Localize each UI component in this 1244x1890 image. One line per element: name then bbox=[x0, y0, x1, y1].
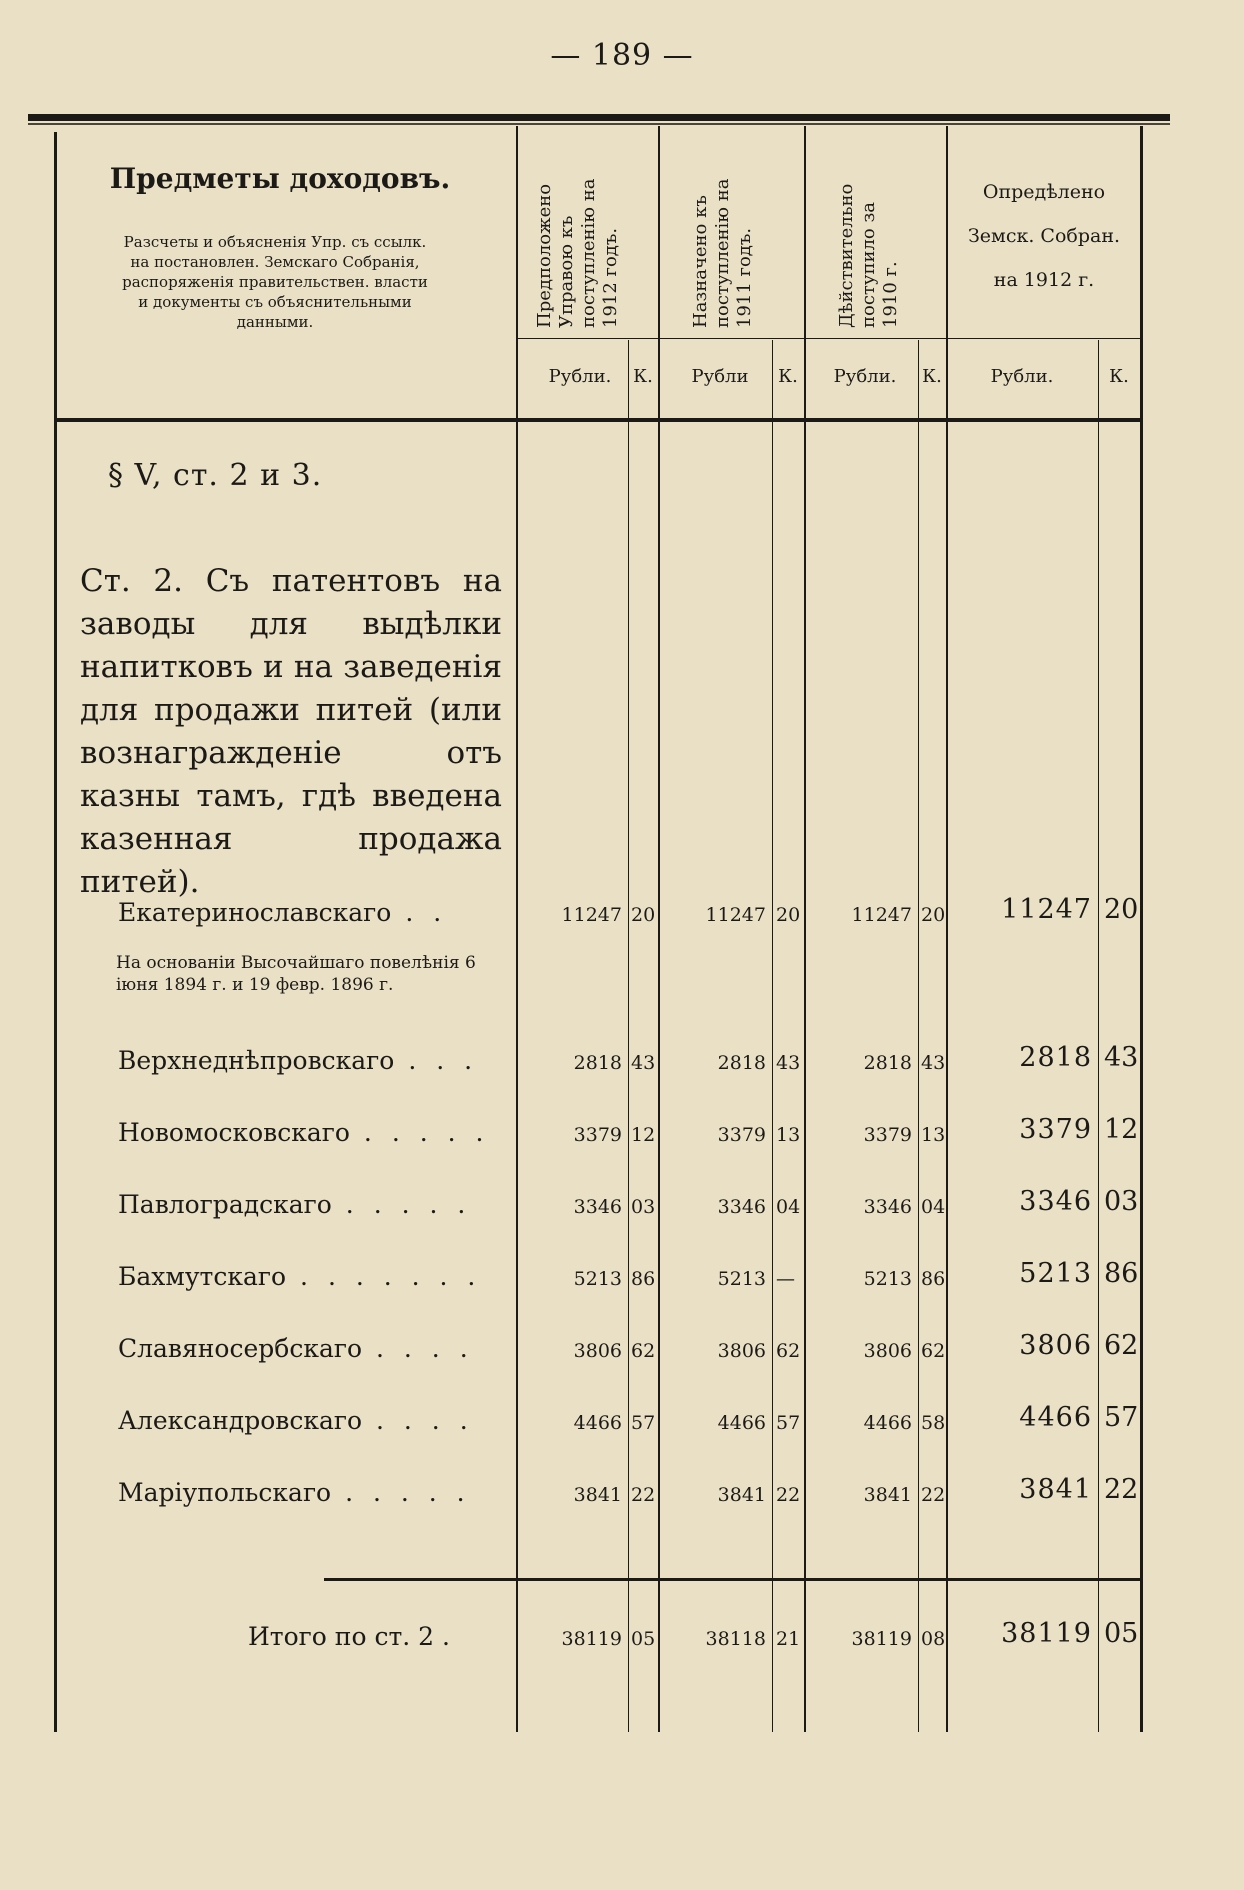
col3-header: Дѣйствительно поступило за 1910 г. bbox=[836, 183, 901, 328]
col1-rubles: 11247 bbox=[561, 904, 622, 926]
top-rule-thin bbox=[28, 123, 1170, 125]
row-label-text: Славяносербскаго bbox=[118, 1334, 363, 1363]
column-divider bbox=[658, 126, 660, 1732]
col2-kopecks: 43 bbox=[776, 1052, 801, 1074]
col1-kopecks: 62 bbox=[631, 1340, 656, 1362]
col2-rubles: 3841 bbox=[717, 1484, 766, 1506]
header-note: Разсчеты и объясненія Упр. съ ссылк. на постановлен. Земскаго Собранія, распоряженія правительствен. власти и документы съ объяснительными данными. bbox=[122, 233, 428, 331]
row-leader-dots: . . . . . bbox=[345, 1478, 471, 1507]
table-border-right bbox=[1140, 126, 1143, 1732]
row-label-text: Александровскаго bbox=[118, 1406, 363, 1435]
col3-kopecks: 13 bbox=[921, 1124, 946, 1146]
row-leader-dots: . . . . . bbox=[363, 1118, 490, 1147]
col4-kopecks: 86 bbox=[1104, 1258, 1139, 1289]
page-number: — 189 — bbox=[550, 38, 694, 73]
col1-kopecks: 20 bbox=[631, 904, 656, 926]
kopeck-divider bbox=[1098, 340, 1099, 1732]
row-label-text: Верхнеднѣпровскаго bbox=[118, 1046, 395, 1075]
col3-rubles: 4466 bbox=[863, 1412, 912, 1434]
col4-header-line2: Земск. Собран. bbox=[967, 225, 1121, 247]
row-leader-dots: . . . . . bbox=[345, 1190, 472, 1219]
total-col1-kopecks: 05 bbox=[631, 1628, 656, 1650]
total-col3-rubles: 38119 bbox=[851, 1628, 912, 1650]
col3-rubles: 5213 bbox=[863, 1268, 912, 1290]
total-col2-rubles: 38118 bbox=[705, 1628, 766, 1650]
col4-rubles: 3346 bbox=[1019, 1186, 1092, 1217]
col4-rubles: 2818 bbox=[1019, 1042, 1092, 1073]
col4-kopecks: 62 bbox=[1104, 1330, 1139, 1361]
row-label-text: Бахмутскаго bbox=[118, 1262, 287, 1291]
col3-kopecks: 22 bbox=[921, 1484, 946, 1506]
unit-kopecks-1: К. bbox=[633, 366, 653, 387]
unit-rubles-4: Рубли. bbox=[990, 366, 1054, 387]
col2-rubles: 11247 bbox=[705, 904, 766, 926]
row-label bbox=[118, 1334, 498, 1363]
col3-rubles: 3346 bbox=[863, 1196, 912, 1218]
row-label bbox=[118, 1046, 498, 1075]
col4-kopecks: 22 bbox=[1104, 1474, 1139, 1505]
col2-rubles: 5213 bbox=[717, 1268, 766, 1290]
kopeck-divider bbox=[918, 340, 919, 1732]
col4-header bbox=[946, 170, 1142, 302]
col3-kopecks: 04 bbox=[921, 1196, 946, 1218]
col3-kopecks: 86 bbox=[921, 1268, 946, 1290]
col3-rubles: 3379 bbox=[863, 1124, 912, 1146]
column-divider bbox=[516, 126, 518, 1732]
row-label bbox=[118, 1406, 498, 1435]
row-label bbox=[118, 1118, 498, 1147]
row-label-text: Екатеринославскаго bbox=[118, 898, 392, 927]
row-label bbox=[118, 1190, 498, 1219]
col3-kopecks: 43 bbox=[921, 1052, 946, 1074]
col1-kopecks: 86 bbox=[631, 1268, 656, 1290]
col1-rubles: 5213 bbox=[573, 1268, 622, 1290]
col4-rubles: 11247 bbox=[1001, 894, 1092, 925]
col1-rubles: 3806 bbox=[573, 1340, 622, 1362]
col2-kopecks: 13 bbox=[776, 1124, 801, 1146]
col1-kopecks: 43 bbox=[631, 1052, 656, 1074]
col4-rubles: 3841 bbox=[1019, 1474, 1092, 1505]
row-label-text: Новомосковскаго bbox=[118, 1118, 350, 1147]
col2-rubles: 3806 bbox=[717, 1340, 766, 1362]
col4-kopecks: 57 bbox=[1104, 1402, 1139, 1433]
col3-kopecks: 62 bbox=[921, 1340, 946, 1362]
col3-rubles: 3841 bbox=[863, 1484, 912, 1506]
col4-header-line3: на 1912 г. bbox=[993, 269, 1095, 291]
col3-kopecks: 58 bbox=[921, 1412, 946, 1434]
col1-kopecks: 22 bbox=[631, 1484, 656, 1506]
col2-kopecks: 57 bbox=[776, 1412, 801, 1434]
total-label: Итого по ст. 2 . bbox=[248, 1622, 450, 1651]
unit-kopecks-3: К. bbox=[922, 366, 942, 387]
col1-rubles: 3379 bbox=[573, 1124, 622, 1146]
col2-rubles: 3379 bbox=[717, 1124, 766, 1146]
col1-kopecks: 03 bbox=[631, 1196, 656, 1218]
unit-rubles-1: Рубли. bbox=[548, 366, 612, 387]
kopeck-divider bbox=[772, 340, 773, 1732]
col2-kopecks: 20 bbox=[776, 904, 801, 926]
col2-kopecks: 22 bbox=[776, 1484, 801, 1506]
col4-rubles: 4466 bbox=[1019, 1402, 1092, 1433]
col4-header-line1: Опредѣлено bbox=[982, 181, 1106, 203]
total-col2-kopecks: 21 bbox=[776, 1628, 801, 1650]
row-label bbox=[118, 1262, 498, 1291]
col1-rubles: 4466 bbox=[573, 1412, 622, 1434]
col1-rubles: 3346 bbox=[573, 1196, 622, 1218]
row-leader-dots: . . . . bbox=[376, 1334, 474, 1363]
col4-kopecks: 03 bbox=[1104, 1186, 1139, 1217]
kopeck-divider bbox=[628, 340, 629, 1732]
row-label-text: Павлоградскаго bbox=[118, 1190, 332, 1219]
col1-kopecks: 57 bbox=[631, 1412, 656, 1434]
col4-rubles: 5213 bbox=[1019, 1258, 1092, 1289]
legal-note: На основаніи Высочайшаго повелѣнія 6 іюня 1894 г. и 19 февр. 1896 г. bbox=[116, 953, 476, 995]
top-rule bbox=[28, 114, 1170, 121]
column-divider bbox=[804, 126, 806, 1732]
row-leader-dots: . . . bbox=[408, 1046, 479, 1075]
header-title: Предметы доходовъ. bbox=[109, 162, 451, 195]
total-rule bbox=[324, 1578, 1142, 1581]
col4-rubles: 3379 bbox=[1019, 1114, 1092, 1145]
col1-header: Предположено Управою къ поступленію на 1912 годъ. bbox=[534, 178, 621, 328]
unit-rubles-2: Рубли bbox=[691, 366, 749, 387]
col1-rubles: 3841 bbox=[573, 1484, 622, 1506]
col4-kopecks: 20 bbox=[1104, 894, 1139, 925]
total-col4-kopecks: 05 bbox=[1104, 1618, 1139, 1649]
col4-rubles: 3806 bbox=[1019, 1330, 1092, 1361]
unit-row-top bbox=[516, 338, 1142, 339]
unit-rubles-3: Рубли. bbox=[833, 366, 897, 387]
col3-rubles: 11247 bbox=[851, 904, 912, 926]
col3-kopecks: 20 bbox=[921, 904, 946, 926]
row-label bbox=[118, 898, 498, 927]
row-leader-dots: . . . . . . . bbox=[300, 1262, 482, 1291]
section-heading: § V, ст. 2 и 3. bbox=[108, 458, 323, 493]
col4-kopecks: 43 bbox=[1104, 1042, 1139, 1073]
total-col3-kopecks: 08 bbox=[921, 1628, 946, 1650]
col1-rubles: 2818 bbox=[573, 1052, 622, 1074]
total-col4-rubles: 38119 bbox=[1001, 1618, 1092, 1649]
header-bottom-rule bbox=[54, 418, 1140, 422]
row-label-text: Маріупольскаго bbox=[118, 1478, 332, 1507]
col2-header: Назначено къ поступленію на 1911 годъ. bbox=[690, 178, 755, 328]
col2-kopecks: 62 bbox=[776, 1340, 801, 1362]
table-border-left bbox=[54, 132, 57, 1732]
col2-kopecks: 04 bbox=[776, 1196, 801, 1218]
col4-kopecks: 12 bbox=[1104, 1114, 1139, 1145]
total-col1-rubles: 38119 bbox=[561, 1628, 622, 1650]
col3-rubles: 3806 bbox=[863, 1340, 912, 1362]
row-leader-dots: . . . . bbox=[376, 1406, 474, 1435]
col1-kopecks: 12 bbox=[631, 1124, 656, 1146]
row-leader-dots: . . bbox=[405, 898, 448, 927]
col2-rubles: 4466 bbox=[717, 1412, 766, 1434]
unit-kopecks-2: К. bbox=[778, 366, 798, 387]
col3-rubles: 2818 bbox=[863, 1052, 912, 1074]
article-text: Ст. 2. Съ патентовъ на заводы для выдѣлки напитковъ и на заведенія для продажи питей (или вознагражденіе отъ казны тамъ, гдѣ введена казенная продажа питей). bbox=[80, 563, 502, 900]
col2-rubles: 2818 bbox=[717, 1052, 766, 1074]
col2-rubles: 3346 bbox=[717, 1196, 766, 1218]
unit-kopecks-4: К. bbox=[1109, 366, 1129, 387]
col2-kopecks: — bbox=[776, 1268, 795, 1290]
row-label bbox=[118, 1478, 498, 1507]
